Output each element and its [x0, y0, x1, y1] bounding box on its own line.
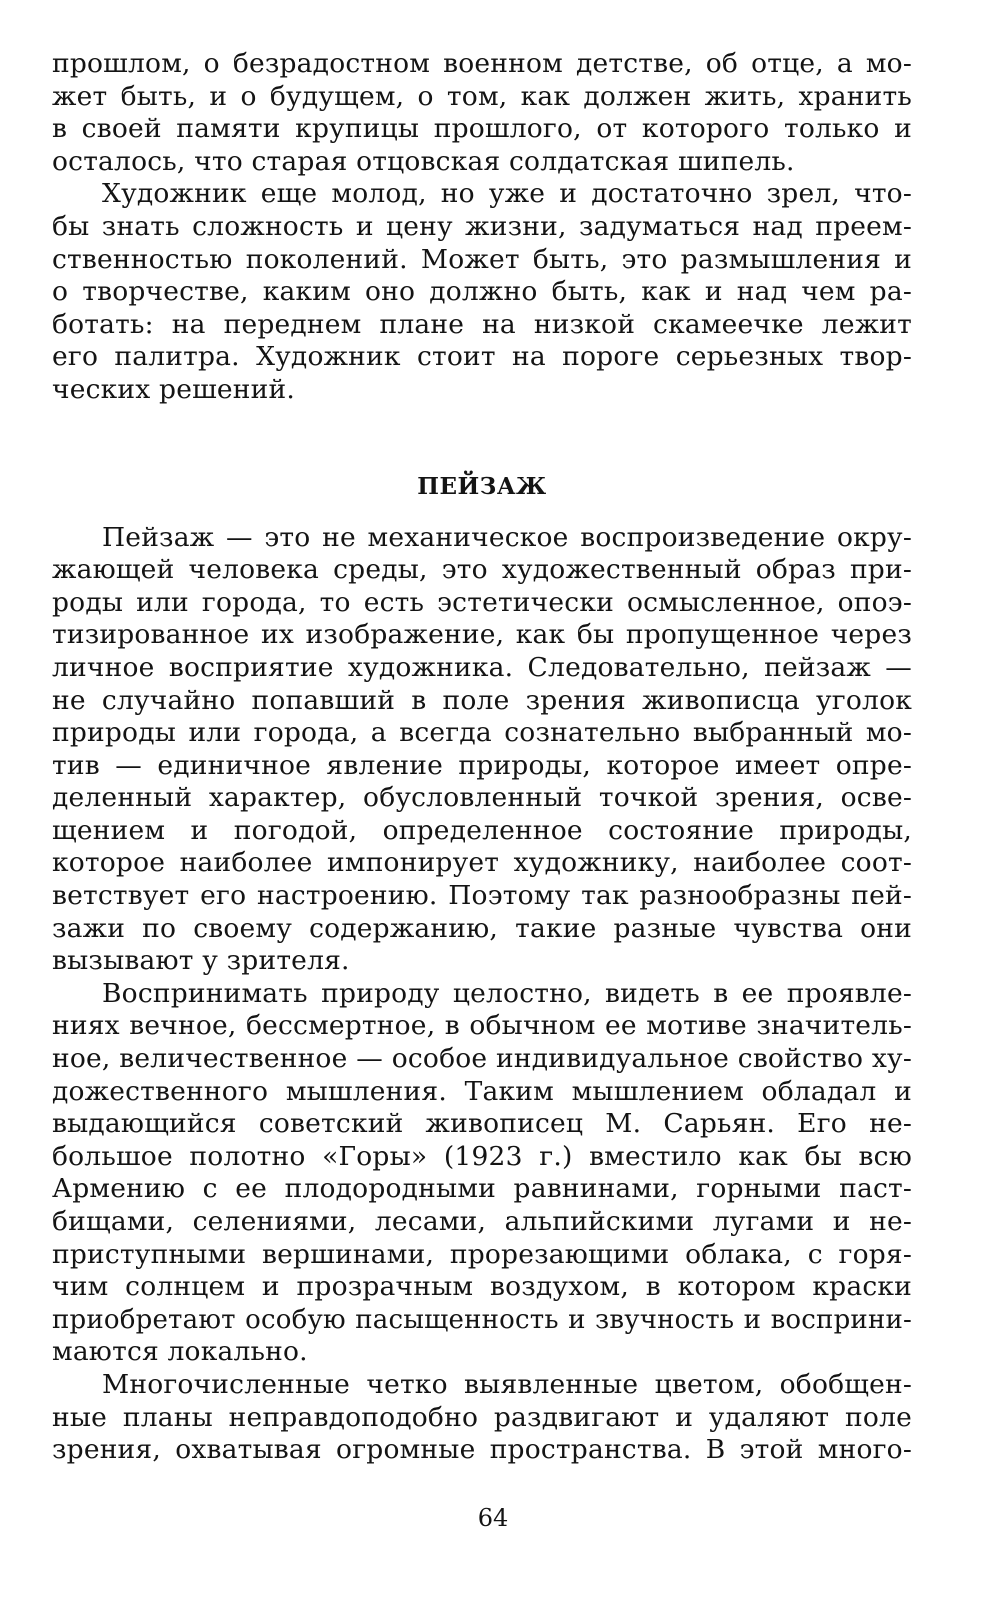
text-line: жет быть, и о будущем, о том, как должен жить, хранить — [52, 80, 912, 112]
paragraph-landscape-definition — [52, 522, 912, 978]
section-heading: ПЕЙЗАЖ — [417, 472, 547, 500]
text-line: зрения, охватывая огромные пространства. В этой много- — [52, 1434, 912, 1466]
text-line: ные планы неправдоподобно раздвигают и удаляют поле — [52, 1401, 912, 1433]
text-line: его палитра. Художник стоит на пороге серьезных твор- — [52, 341, 912, 373]
text-line: жающей человека среды, это художественный образ при- — [52, 554, 912, 586]
text-line: дожественного мышления. Таким мышлением обладал и — [52, 1075, 912, 1107]
text-line: тив — единичное явление природы, которое имеет опре- — [52, 749, 912, 781]
text-line: деленный характер, обусловленный точкой зрения, осве- — [52, 782, 912, 814]
paragraph-artist — [52, 178, 912, 406]
text-line: прошлом, о безрадостном военном детстве, об отце, а мо- — [52, 48, 912, 79]
text-line: в своей памяти крупицы прошлого, от которого только и — [52, 113, 912, 145]
page-number: 64 — [477, 1504, 509, 1532]
text-line: Пейзаж — это не механическое воспроизведение окру- — [102, 521, 912, 553]
text-line: природы или города, а всегда сознательно выбранный мо- — [52, 717, 912, 749]
spacer — [52, 500, 912, 522]
text-line: большое полотно «Горы» (1923 г.) вместило как бы всю — [52, 1140, 912, 1172]
text-line: приступными вершинами, прорезающими облака, с горя- — [52, 1238, 912, 1270]
text-line: бы знать сложность и цену жизни, задуматься над преем- — [52, 210, 912, 242]
text-line: Художник еще молод, но уже и достаточно зрел, что- — [102, 178, 912, 210]
text-line: Армению с ее плодородными равнинами, горными паст- — [52, 1173, 912, 1205]
text-line: ное, величественное — особое индивидуальное свойство ху- — [52, 1043, 912, 1075]
text-line: о творчестве, каким оно должно быть, как и над чем ра- — [52, 276, 912, 308]
text-line: вызывают у зрителя. — [52, 945, 350, 977]
text-line: ственностью поколений. Может быть, это размышления и — [52, 243, 912, 275]
text-line: ветствует его настроению. Поэтому так разнообразны пей- — [52, 880, 912, 912]
paragraph-intro — [52, 48, 912, 178]
text-line: ниях вечное, бессмертное, в обычном ее мотиве значитель- — [52, 1010, 912, 1042]
spacer — [52, 407, 912, 473]
page-body — [52, 48, 912, 1467]
text-line: личное восприятие художника. Следовательно, пейзаж — — [52, 651, 912, 683]
text-line: ботать: на переднем плане на низкой скамеечке лежит — [52, 308, 912, 340]
text-line: тизированное их изображение, как бы пропущенное через — [52, 619, 912, 651]
text-line: Воспринимать природу целостно, видеть в ее проявле- — [102, 977, 912, 1009]
text-line: выдающийся советский живописец М. Сарьян. Его не- — [52, 1108, 912, 1140]
paragraph-planes — [52, 1369, 912, 1467]
text-line: бищами, селениями, лесами, альпийскими лугами и не- — [52, 1206, 912, 1237]
text-line: зажи по своему содержанию, такие разные чувства они — [52, 912, 912, 944]
text-line: не случайно попавший в поле зрения живописца уголок — [52, 684, 912, 716]
text-line: маются локально. — [52, 1336, 308, 1368]
text-line: приобретают особую пасыщенность и звучность и восприни- — [52, 1304, 912, 1335]
text-line: Многочисленные четко выявленные цветом, обобщен- — [102, 1368, 912, 1400]
text-line: щением и погодой, определенное состояние природы, — [52, 814, 912, 846]
text-line: осталось, что старая отцовская солдатская шипель. — [52, 145, 795, 177]
paragraph-saryan — [52, 978, 912, 1369]
text-line: роды или города, то есть эстетически осмысленное, опоэ- — [52, 586, 912, 618]
text-line: которое наиболее импонирует художнику, наиболее соот- — [52, 847, 912, 879]
text-line: ческих решений. — [52, 373, 296, 405]
text-line: чим солнцем и прозрачным воздухом, в котором краски — [52, 1271, 912, 1303]
